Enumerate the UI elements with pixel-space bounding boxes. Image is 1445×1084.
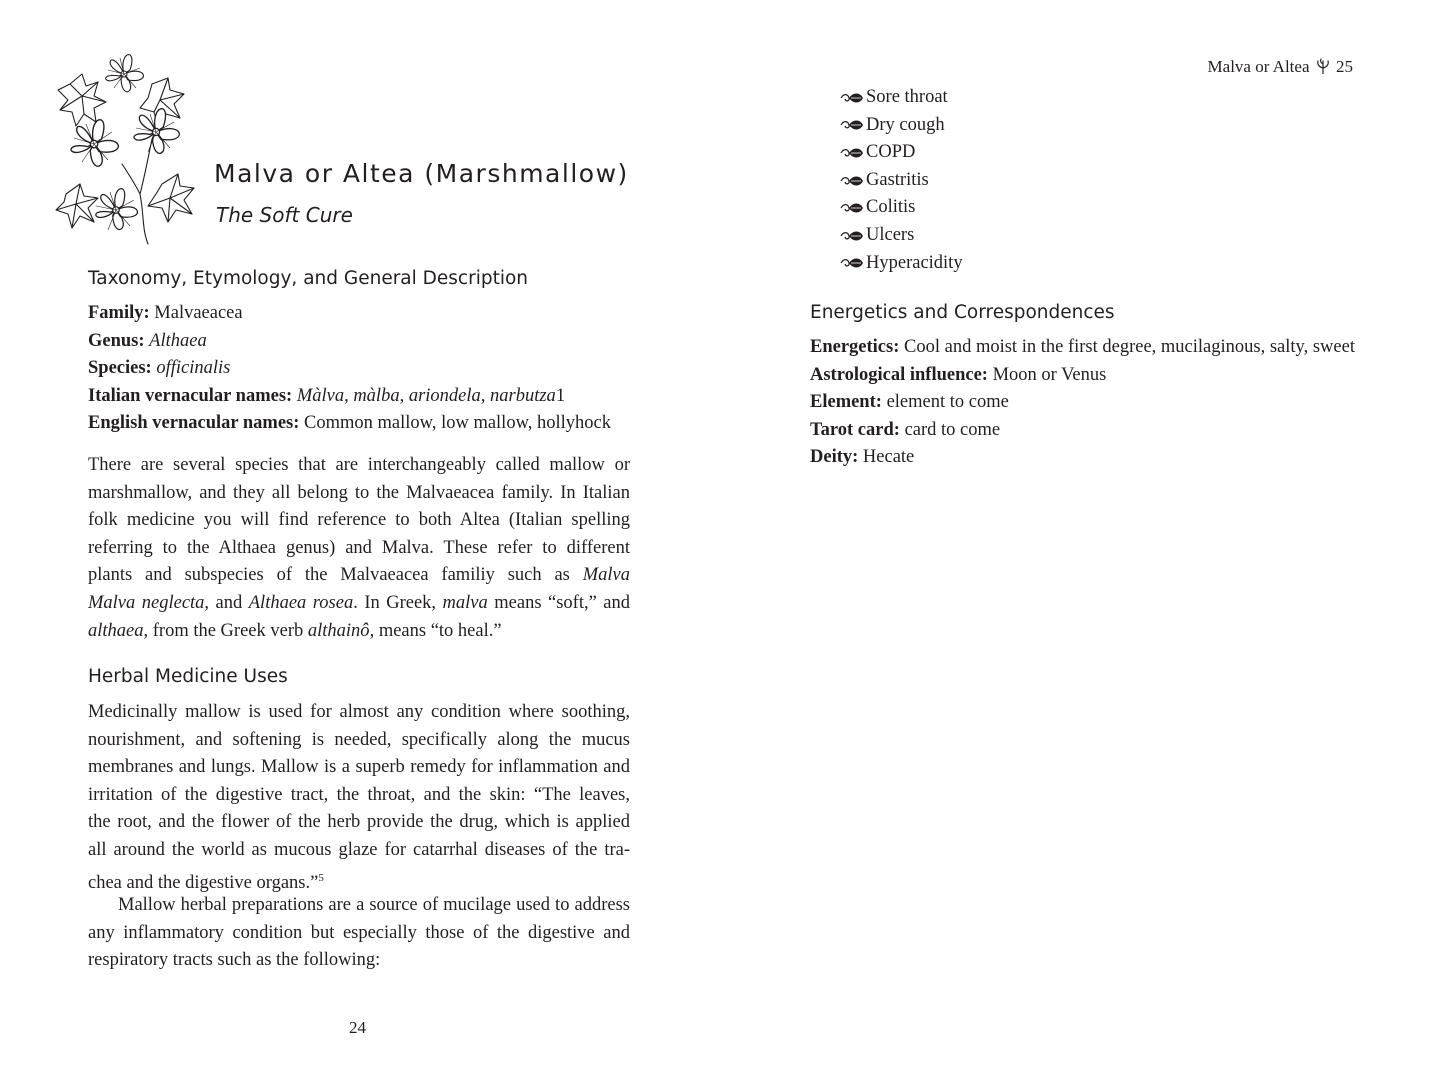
list-item-label: Colitis	[866, 197, 916, 218]
list-item-label: Ulcers	[866, 224, 915, 245]
text-line: Mallow herbal preparations are a source of mucilage used to address	[118, 895, 630, 915]
text-run: Malva	[582, 565, 630, 586]
section-heading-herbal-uses: Herbal Medicine Uses	[88, 666, 288, 687]
text-line	[88, 618, 630, 646]
text-run: plants and subspecies of the Malvaeacea familiy such as	[88, 565, 583, 586]
species-label: Species:	[88, 358, 152, 379]
text-run: . In Greek,	[353, 592, 443, 613]
tarot-label: Tarot card:	[810, 419, 900, 440]
taxonomy-fields	[88, 300, 630, 438]
genus-value: Althaea	[149, 330, 207, 351]
footnote-marker: 5	[318, 871, 324, 884]
list-item	[840, 84, 963, 112]
text-line: all around the world as mucous glaze for catarrhal diseases of the tra-	[88, 839, 630, 860]
text-line: There are several species that are interchangeably called mallow or	[88, 455, 630, 475]
energetics-field	[810, 334, 1370, 362]
family-field	[88, 300, 630, 328]
chapter-title: Malva or Altea (Marshmallow)	[214, 159, 629, 188]
text-line: marshmallow, and they all belong to the Malvaeacea family. In Italian	[88, 482, 630, 503]
list-item	[840, 112, 963, 140]
list-item-label: Hyperacidity	[866, 252, 963, 273]
list-item	[840, 222, 963, 250]
text-line: nourishment, and softening is needed, specifically along the mucus	[88, 729, 630, 750]
deity-field	[810, 444, 1370, 472]
genus-label: Genus:	[88, 330, 145, 351]
genus-field	[88, 328, 630, 356]
fleuron-leaf-icon	[840, 256, 864, 270]
fleuron-leaf-icon	[840, 118, 864, 132]
text-line: Medicinally mallow is used for almost any condition where soothing,	[88, 702, 630, 722]
tarot-field	[810, 417, 1370, 445]
running-head-title: Malva or Altea	[1207, 57, 1310, 76]
fleuron-leaf-icon	[840, 201, 864, 215]
astrological-field	[810, 362, 1370, 390]
english-names-value: Common mallow, low mallow, hollyhock	[304, 413, 611, 434]
text-line: respiratory tracts such as the following:	[88, 950, 381, 971]
list-item-label: Dry cough	[866, 114, 945, 135]
text-line: membranes and lungs. Mallow is a superb remedy for inflammation and	[88, 757, 630, 778]
conditions-list	[840, 84, 963, 277]
text-run: althaea	[88, 620, 144, 641]
left-page	[0, 0, 722, 1084]
list-item	[840, 167, 963, 195]
correspondence-fields	[810, 334, 1370, 472]
list-item	[840, 250, 963, 278]
text-line: irritation of the digestive tract, the throat, and the skin: “The leaves,	[88, 784, 630, 805]
text-run: althainô	[307, 620, 370, 641]
deity-label: Deity:	[810, 447, 859, 468]
family-label: Family:	[88, 303, 150, 323]
text-line: folk medicine you will find reference to both Altea (Italian spelling	[88, 510, 630, 531]
element-label: Element:	[810, 392, 882, 413]
list-item-label: COPD	[866, 142, 916, 163]
list-item	[840, 194, 963, 222]
text-run: , and	[204, 592, 249, 613]
sprig-ornament-icon	[1316, 58, 1330, 74]
list-item-label: Gastritis	[866, 169, 929, 190]
list-item	[840, 139, 963, 167]
energetics-value: Cool and moist in the first degree, mucilaginous, salty, sweet	[904, 337, 1355, 357]
italian-names-label: Italian vernacular names:	[88, 385, 293, 406]
running-head	[1208, 55, 1353, 79]
text-line	[88, 562, 630, 590]
italian-names-value: Màlva, màlba, ariondela, narbutza	[296, 385, 556, 406]
tarot-value: card to come	[904, 419, 1001, 440]
text-line: referring to the Althaea genus) and Malva. These refer to different	[88, 537, 630, 558]
text-run: Althaea rosea	[248, 592, 354, 613]
text-run: , from the Greek verb	[143, 620, 308, 641]
text-run: malva	[442, 592, 488, 613]
english-names-field	[88, 410, 630, 438]
running-head-page-number: 25	[1336, 57, 1353, 76]
species-value: officinalis	[156, 358, 231, 379]
text-line: any inflammatory condition but especially those of the digestive and	[88, 922, 630, 943]
paragraph-uses	[88, 699, 630, 897]
section-heading-taxonomy: Taxonomy, Etymology, and General Description	[88, 268, 529, 289]
italian-names-field	[88, 383, 630, 411]
text-line: the root, and the flower of the herb provide the drug, which is applied	[88, 812, 630, 833]
right-page	[722, 0, 1445, 1084]
fleuron-leaf-icon	[840, 174, 864, 188]
text-run: , means “to heal.”	[369, 620, 502, 641]
species-field	[88, 355, 630, 383]
element-field	[810, 389, 1370, 417]
fleuron-leaf-icon	[840, 91, 864, 105]
mallow-flower-illustration	[52, 44, 202, 249]
italian-names-note: 1	[555, 385, 566, 406]
astrological-value: Moon or Venus	[992, 364, 1107, 385]
family-value: Malvaeacea	[154, 303, 243, 323]
page-number: 24	[349, 1018, 366, 1037]
energetics-label: Energetics:	[810, 337, 900, 357]
list-item-label: Sore throat	[866, 87, 948, 107]
chapter-subtitle: The Soft Cure	[216, 203, 353, 227]
element-value: element to come	[886, 392, 1009, 413]
english-names-label: English vernacular names:	[88, 413, 300, 434]
text-run: Malva neglecta	[88, 592, 205, 613]
fleuron-leaf-icon	[840, 229, 864, 243]
astrological-label: Astrological influence:	[810, 364, 988, 385]
text-line	[88, 590, 630, 618]
paragraph-preparations	[88, 892, 630, 975]
fleuron-leaf-icon	[840, 146, 864, 160]
paragraph-species	[88, 452, 630, 645]
text-run: means “soft,” and	[487, 592, 630, 613]
section-heading-energetics: Energetics and Correspondences	[810, 302, 1115, 323]
text-run: chea and the digestive organs.”	[88, 872, 319, 893]
deity-value: Hecate	[862, 447, 915, 468]
